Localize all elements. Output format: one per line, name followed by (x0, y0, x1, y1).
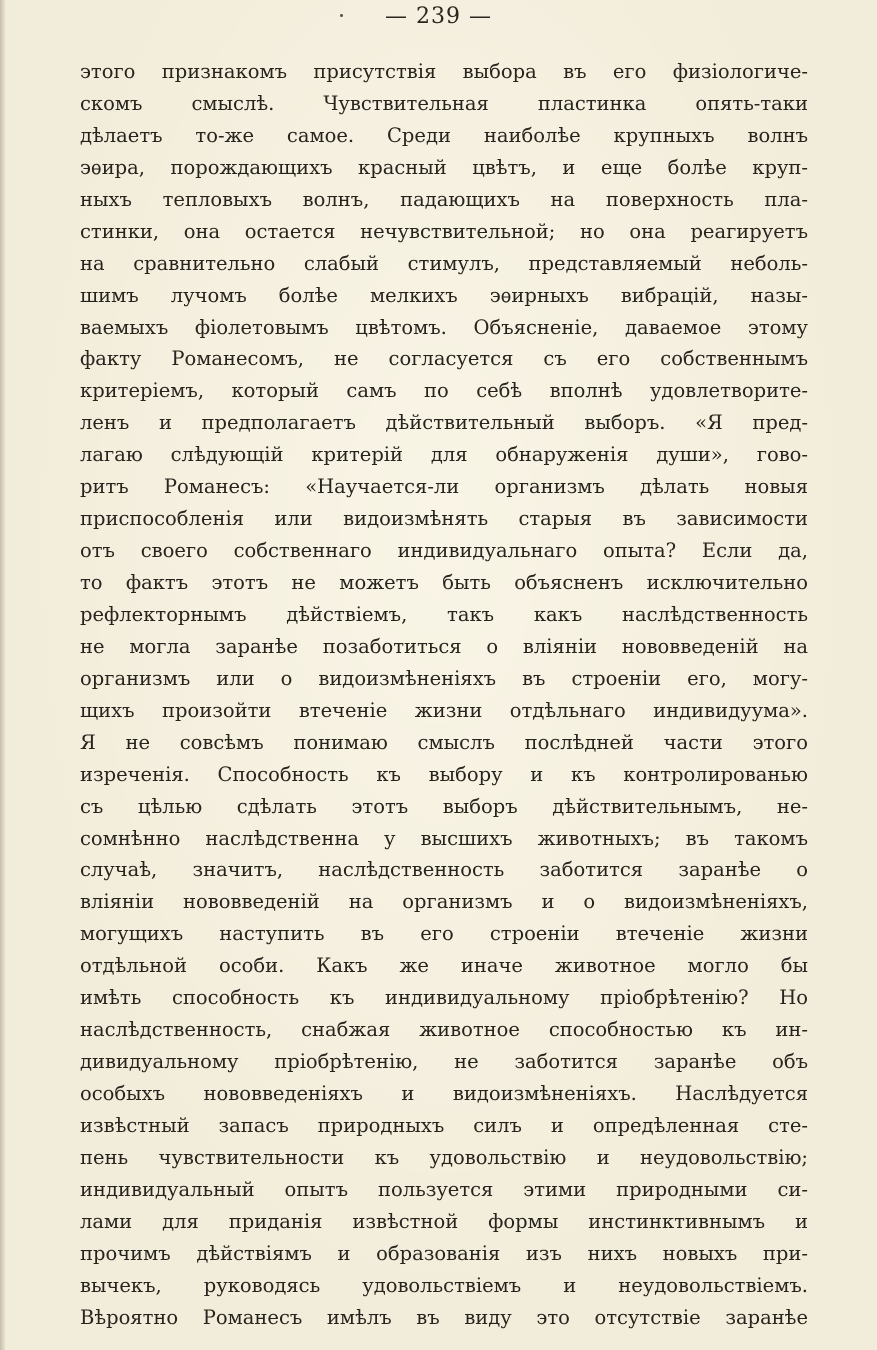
text-line: этого признакомъ присутствія выбора въ его физіологиче- (80, 60, 808, 83)
text-line: на сравнительно слабый стимулъ, представляемый неболь- (80, 251, 808, 275)
text-line: шимъ лучомъ болѣе мелкихъ эѳирныхъ вибрацій, назы- (80, 283, 808, 307)
text-line: не могла заранѣе позаботиться о вліяніи нововведеній на (80, 634, 808, 658)
text-line: лагаю слѣдующій критерій для обнаруженія души», гово- (80, 443, 808, 467)
text-line: стинки, она остается нечувствительной; но она реагируетъ (80, 219, 808, 243)
page-spine-shadow (0, 0, 6, 1350)
text-line: скомъ смыслѣ. Чувствительная пластинка опять-таки (80, 91, 808, 115)
text-line: приспособленія или видоизмѣнять старыя въ зависимости (80, 507, 808, 531)
text-line: критеріемъ, который самъ по себѣ вполнѣ удовлетворите- (80, 379, 808, 403)
text-line: могущихъ наступить въ его строеніи втеченіе жизни (80, 922, 808, 946)
page-number-header: — 239 — (385, 4, 492, 29)
text-line: извѣстный запасъ природныхъ силъ и опредѣленная сте- (80, 1113, 808, 1137)
text-line: дѣлаетъ то-же самое. Среди наиболѣе крупныхъ волнъ (80, 123, 808, 147)
text-line: рефлекторнымъ дѣйствіемъ, такъ какъ наслѣдственность (80, 602, 808, 626)
text-line: наслѣдственность, снабжая животное способностью къ ин- (80, 1018, 808, 1042)
text-line: съ цѣлью сдѣлать этотъ выборъ дѣйствительнымъ, не- (80, 794, 808, 818)
text-line: особыхъ нововведеніяхъ и видоизмѣненіяхъ. Наслѣдуется (80, 1082, 808, 1105)
text-line: факту Романесомъ, не согласуется съ его собственнымъ (80, 347, 808, 371)
text-line: организмъ или о видоизмѣненіяхъ въ строеніи его, могу- (80, 666, 808, 690)
text-line: Вѣроятно Романесъ имѣлъ въ виду это отсутствіе заранѣе (80, 1305, 808, 1329)
text-line: дивидуальному пріобрѣтенію, не заботится заранѣе объ (80, 1050, 808, 1074)
text-line: лами для приданія извѣстной формы инстинктивнымъ и (80, 1209, 808, 1233)
text-line: вычекъ, руководясь удовольствіемъ и неудовольствіемъ. (80, 1273, 808, 1297)
text-line: вліяніи нововведеній на организмъ и о видоизмѣненіяхъ, (80, 890, 808, 914)
text-line: ныхъ тепловыхъ волнъ, падающихъ на поверхность пла- (80, 187, 808, 211)
text-line: ваемыхъ фіолетовымъ цвѣтомъ. Объясненіе, даваемое этому (80, 315, 808, 339)
text-line: ритъ Романесъ: «Научается-ли организмъ дѣлать новыя (80, 475, 808, 499)
text-line: изреченія. Способность къ выбору и къ контролированью (80, 762, 808, 786)
text-line: пень чувствительности къ удовольствію и неудовольствію; (80, 1145, 808, 1169)
text-line: случаѣ, значитъ, наслѣдственность заботится заранѣе о (80, 858, 808, 882)
text-line: прочимъ дѣйствіямъ и образованія изъ нихъ новыхъ при- (80, 1241, 808, 1265)
body-text (80, 56, 808, 1334)
text-line: сомнѣнно наслѣдственна у высшихъ животныхъ; въ такомъ (80, 826, 808, 850)
text-line: щихъ произойти втеченіе жизни отдѣльнаго индивидуума». (80, 698, 808, 722)
text-line: отъ своего собственнаго индивидуальнаго опыта? Если да, (80, 539, 808, 563)
text-line: эѳира, порождающихъ красный цвѣтъ, и еще болѣе круп- (80, 155, 808, 179)
text-line: отдѣльной особи. Какъ же иначе животное могло бы (80, 954, 808, 978)
text-line: то фактъ этотъ не можетъ быть объясненъ исключительно (80, 571, 808, 594)
text-line: индивидуальный опытъ пользуется этими природными си- (80, 1177, 808, 1201)
text-line: ленъ и предполагаетъ дѣйствительный выборъ. «Я пред- (80, 411, 808, 435)
text-line: Я не совсѣмъ понимаю смыслъ послѣдней части этого (80, 730, 808, 754)
text-line: имѣть способность къ индивидуальному пріобрѣтенію? Но (80, 986, 808, 1010)
